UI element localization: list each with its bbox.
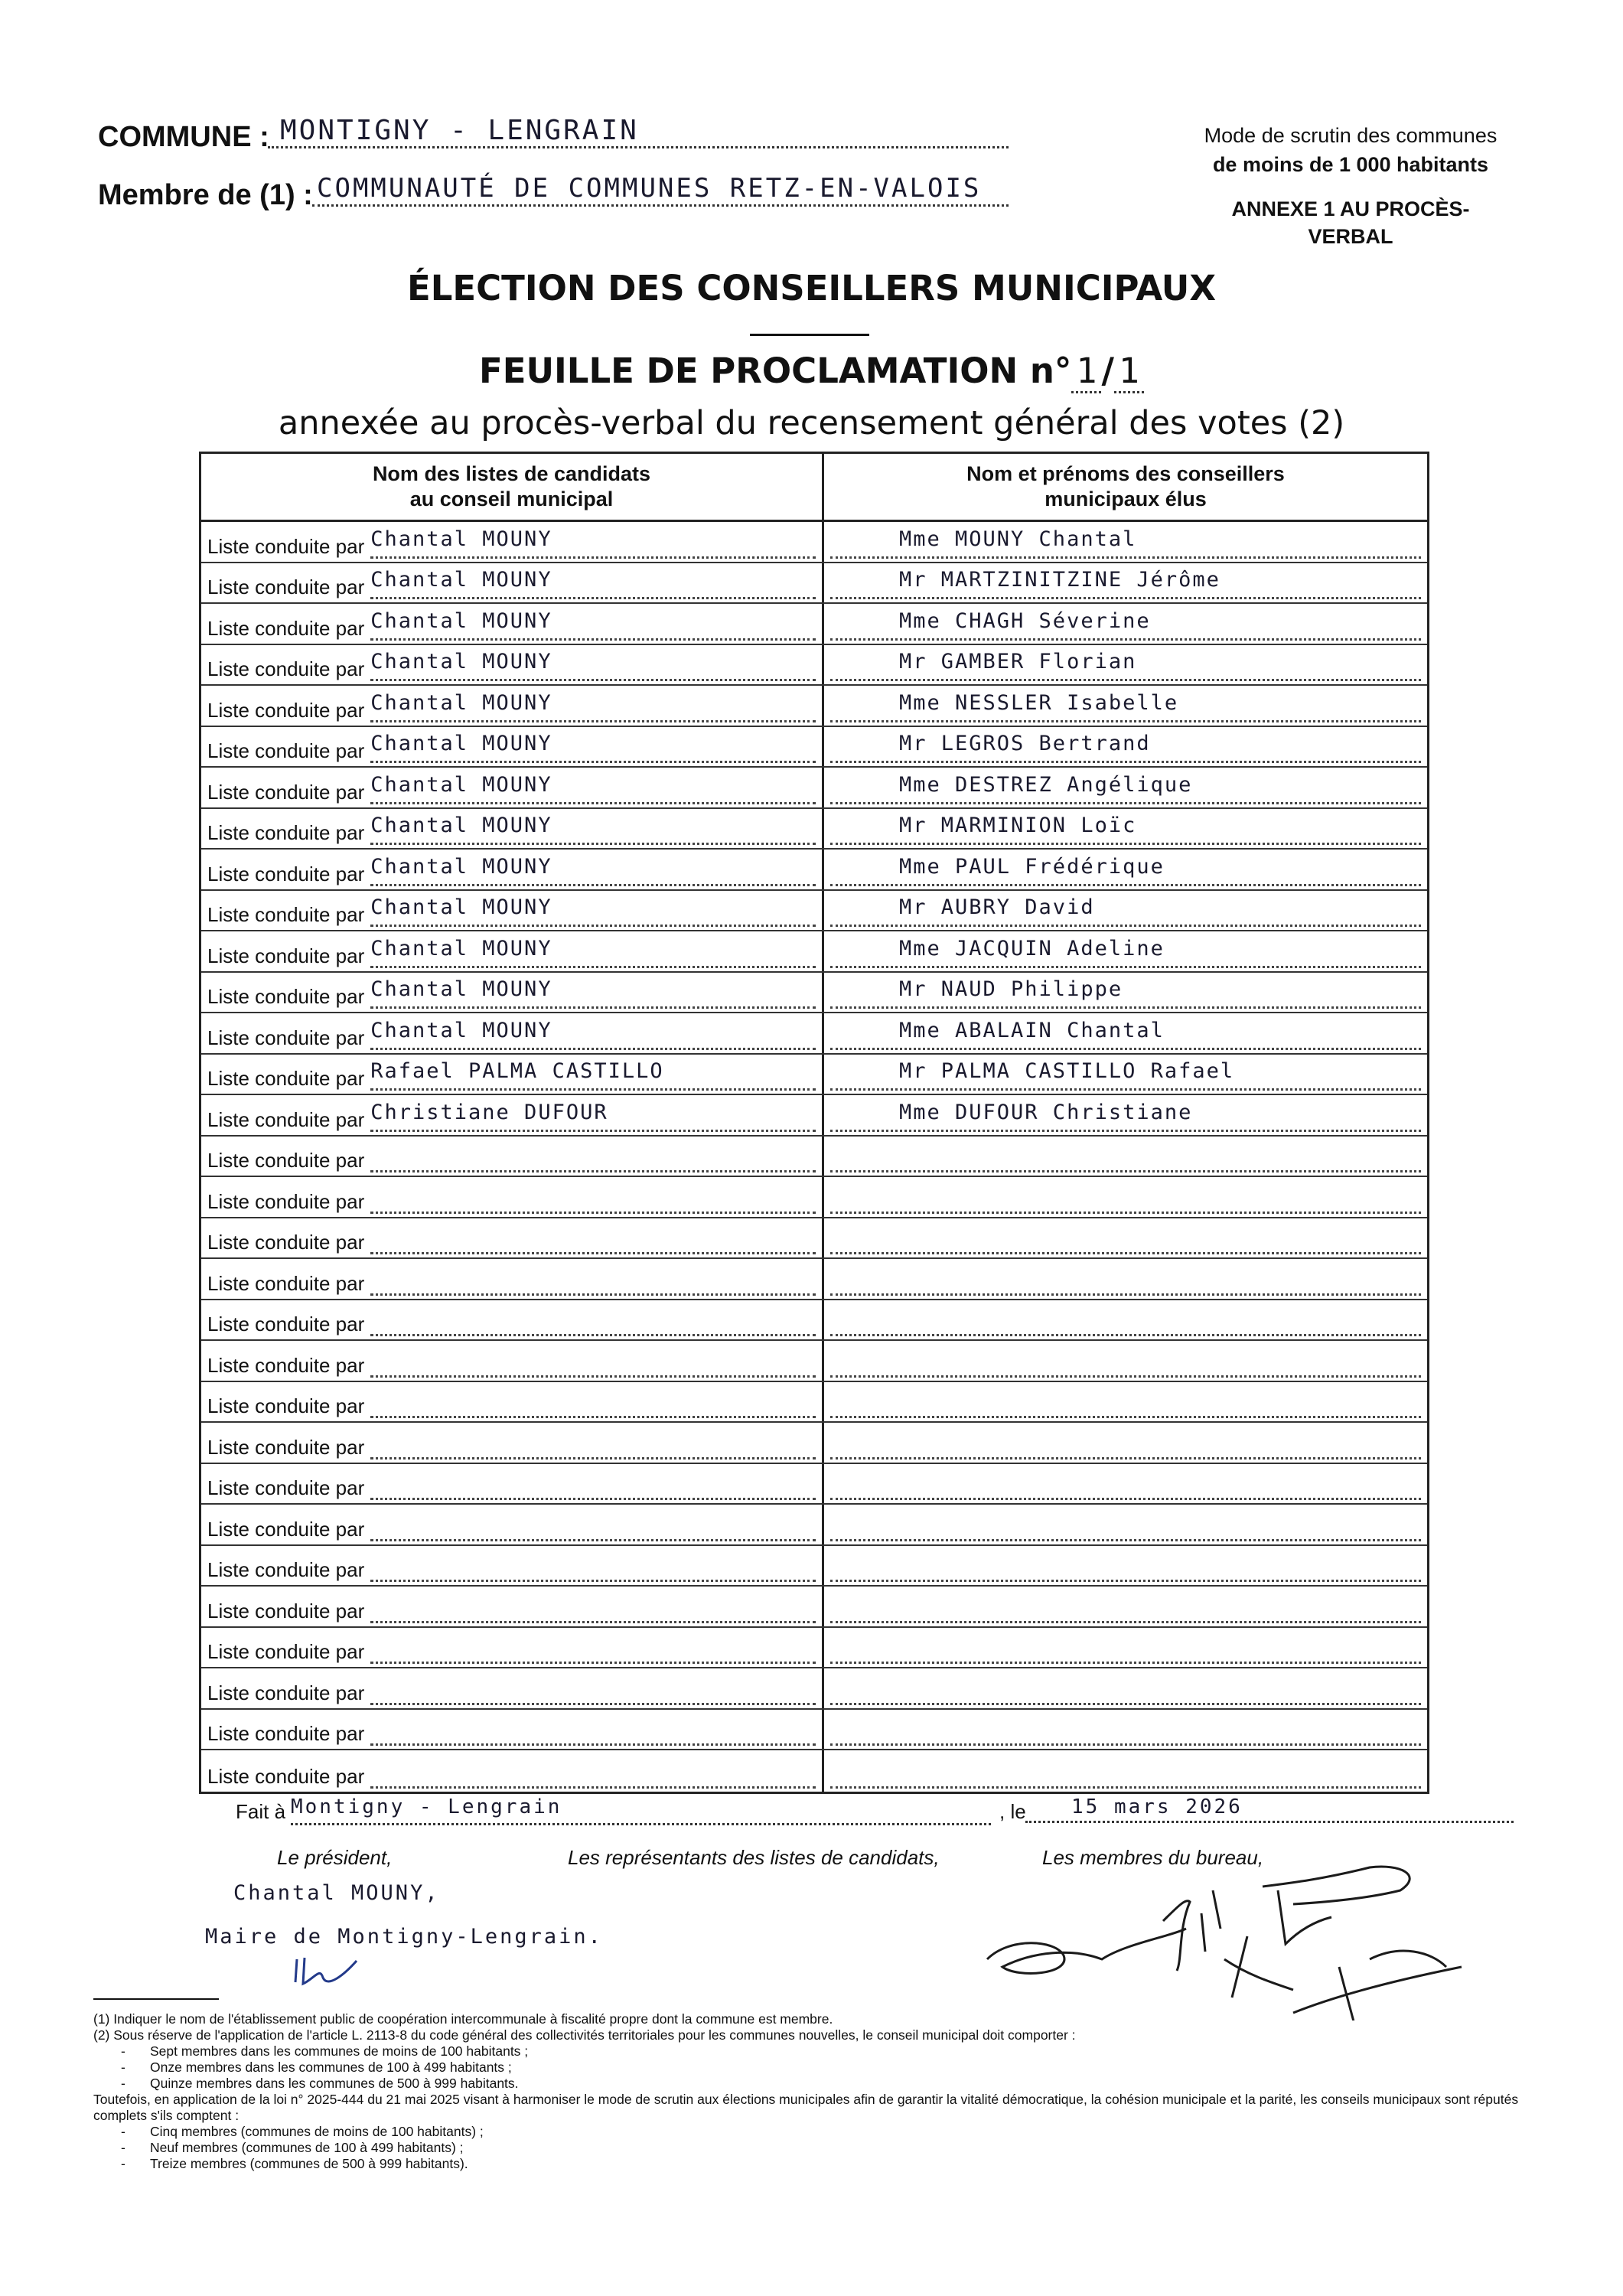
elected-cell (824, 645, 1427, 685)
elected-cell (824, 1218, 1427, 1258)
header-lists-line1: Nom des listes de candidats (372, 462, 651, 485)
list-cell (201, 850, 824, 889)
table-row (201, 768, 1427, 809)
list-cell (201, 1464, 824, 1504)
list-cell (201, 1628, 824, 1668)
list-cell (201, 1218, 824, 1258)
proclamation-title (0, 351, 1623, 391)
proclamation-prefix: FEUILLE DE PROCLAMATION n° (479, 351, 1072, 391)
row-label: Liste conduite par (207, 1599, 365, 1623)
table-row (201, 1259, 1427, 1300)
row-label: Liste conduite par (207, 1681, 365, 1704)
table-row (201, 1546, 1427, 1587)
row-label: Liste conduite par (207, 944, 365, 967)
row-label: Liste conduite par (207, 1394, 365, 1417)
elected-councillor: Mme CHAGH Séverine (830, 609, 1421, 641)
membre-field: COMMUNAUTÉ DE COMMUNES RETZ-EN-VALOIS (312, 173, 1009, 207)
table-row (201, 850, 1427, 891)
annexe-label (1217, 195, 1484, 250)
footnote-toutefois: Toutefois, en application de la loi n° 2025-444 du 21 mai 2025 visant à harmoniser le mode de scrutin aux élections municipales afin de garantir la vitalité démocratique, la cohésion municipale et la parité, les conseils municipaux sont réputés complets s'ils comptent : (93, 2092, 1519, 2123)
list-leader (370, 1264, 816, 1296)
list-cell (201, 563, 824, 603)
elected-councillor (830, 1632, 1421, 1664)
row-label: Liste conduite par (207, 780, 365, 804)
row-label: Liste conduite par (207, 1764, 365, 1788)
footnote-2: (2) Sous réserve de l'application de l'article L. 2113-8 du code général des collectivités territoriales pour les communes nouvelles, le conseil municipal doit comporter : (93, 2027, 1076, 2043)
row-label: Liste conduite par (207, 1231, 365, 1254)
list-cell (201, 1095, 824, 1135)
date-field: 15 mars 2026 (1025, 1795, 1514, 1823)
list-cell (201, 809, 824, 849)
elected-cell (824, 1587, 1427, 1626)
proclamation-table (199, 452, 1429, 1794)
list-leader (370, 1141, 816, 1172)
list-cell (201, 1341, 824, 1381)
row-label: Liste conduite par (207, 985, 365, 1008)
fait-label: Fait à (236, 1800, 286, 1823)
list-cell (201, 1177, 824, 1217)
elected-cell (824, 1055, 1427, 1094)
table-row (201, 1382, 1427, 1424)
list-leader: Chantal MOUNY (370, 855, 816, 886)
footnote-toutefois-item-text: Cinq membres (communes de moins de 100 habitants) ; (150, 2124, 484, 2139)
elected-councillor (830, 1141, 1421, 1172)
table-row (201, 1464, 1427, 1505)
table-row (201, 1013, 1427, 1055)
table-row (201, 1668, 1427, 1710)
list-leader (370, 1223, 816, 1254)
elected-cell (824, 1095, 1427, 1135)
table-row (201, 891, 1427, 932)
footnote-2-item-text: Quinze membres dans les communes de 500 à 999 habitants. (150, 2076, 519, 2091)
elected-councillor (830, 1305, 1421, 1336)
elected-cell (824, 1668, 1427, 1708)
list-leader: Chantal MOUNY (370, 977, 816, 1009)
table-row (201, 1137, 1427, 1178)
table-row (201, 522, 1427, 563)
elected-cell (824, 522, 1427, 562)
elected-cell (824, 768, 1427, 807)
elected-cell (824, 891, 1427, 931)
representants-role: Les représentants des listes de candidats, (568, 1846, 940, 1869)
president-role: Le président, (277, 1846, 393, 1869)
elected-cell (824, 563, 1427, 603)
elected-councillor (830, 1387, 1421, 1418)
elected-cell (824, 1382, 1427, 1422)
table-row (201, 1628, 1427, 1669)
table-row (201, 1750, 1427, 1792)
list-leader (370, 1469, 816, 1500)
sheet-separator: / (1101, 351, 1114, 391)
elected-councillor: Mr AUBRY David (830, 895, 1421, 927)
row-label: Liste conduite par (207, 903, 365, 926)
table-row (201, 1505, 1427, 1546)
elected-cell (824, 1546, 1427, 1586)
footnotes (93, 2011, 1532, 2172)
footnote-divider (93, 1998, 219, 2000)
footnote-toutefois-item-text: Neuf membres (communes de 100 à 499 habitants) ; (150, 2140, 464, 2155)
table-row (201, 1055, 1427, 1096)
row-label: Liste conduite par (207, 862, 365, 885)
elected-councillor (830, 1714, 1421, 1746)
list-cell (201, 1423, 824, 1463)
elected-councillor (830, 1592, 1421, 1623)
row-label: Liste conduite par (207, 1189, 365, 1213)
elected-cell (824, 1341, 1427, 1381)
footnote-2-item-text: Sept membres dans les communes de moins de 100 habitants ; (150, 2043, 529, 2059)
list-leader: Chantal MOUNY (370, 1019, 816, 1050)
proclamation-subtitle: annexée au procès-verbal du recensement général des votes (2) (278, 404, 1345, 442)
elected-cell (824, 1137, 1427, 1176)
footnote-2-item: - Sept membres dans les communes de moins de 100 habitants ; (121, 2043, 529, 2059)
footnote-toutefois-item-text: Treize membres (communes de 500 à 999 habitants). (150, 2156, 468, 2171)
header-elected-line2: municipaux élus (1045, 488, 1207, 510)
elected-cell (824, 1177, 1427, 1217)
footnote-2-item: - Quinze membres dans les communes de 500 à 999 habitants. (121, 2076, 519, 2091)
sheet-total: 1 (1114, 351, 1144, 393)
list-leader: Christiane DUFOUR (370, 1101, 816, 1132)
list-leader (370, 1632, 816, 1664)
elected-cell (824, 1750, 1427, 1792)
list-leader (370, 1714, 816, 1746)
row-label: Liste conduite par (207, 1353, 365, 1377)
list-leader (370, 1551, 816, 1582)
elected-cell (824, 809, 1427, 849)
list-cell (201, 1750, 824, 1792)
list-cell (201, 1382, 824, 1422)
list-leader (370, 1592, 816, 1623)
table-row (201, 727, 1427, 768)
row-label: Liste conduite par (207, 1149, 365, 1172)
footnote-2-item-text: Onze membres dans les communes de 100 à 499 habitants ; (150, 2060, 512, 2075)
commune-label: COMMUNE : (98, 121, 269, 153)
row-label: Liste conduite par (207, 1313, 365, 1336)
row-label: Liste conduite par (207, 1722, 365, 1745)
elected-councillor: Mme DUFOUR Christiane (830, 1101, 1421, 1132)
list-cell (201, 973, 824, 1013)
list-cell (201, 645, 824, 685)
list-leader (370, 1346, 816, 1378)
table-row (201, 1300, 1427, 1342)
fait-place-field: Montigny - Lengrain (291, 1795, 991, 1825)
list-leader: Chantal MOUNY (370, 527, 816, 559)
elected-councillor (830, 1551, 1421, 1582)
table-row (201, 563, 1427, 605)
table-row (201, 1341, 1427, 1382)
row-label: Liste conduite par (207, 1026, 365, 1049)
list-cell (201, 1259, 824, 1299)
table-header (201, 454, 1427, 522)
row-label: Liste conduite par (207, 657, 365, 680)
row-label: Liste conduite par (207, 1558, 365, 1581)
footnote-2-item: - Onze membres dans les communes de 100 à 499 habitants ; (121, 2060, 512, 2075)
table-row (201, 1218, 1427, 1260)
list-cell (201, 1587, 824, 1626)
list-cell (201, 1546, 824, 1586)
elected-councillor: Mme DESTREZ Angélique (830, 773, 1421, 804)
election-title: ÉLECTION DES CONSEILLERS MUNICIPAUX (406, 268, 1217, 308)
list-cell (201, 1505, 824, 1544)
elected-councillor (830, 1469, 1421, 1500)
sheet-number: 1 (1071, 351, 1101, 393)
list-cell (201, 768, 824, 807)
footnote-1: (1) Indiquer le nom de l'établissement public de coopération intercommunale à fiscalité propre dont la commune est membre. (93, 2011, 833, 2027)
elected-councillor: Mme ABALAIN Chantal (830, 1019, 1421, 1050)
list-leader: Chantal MOUNY (370, 937, 816, 968)
date-label: , le (999, 1800, 1026, 1823)
elected-cell (824, 1300, 1427, 1340)
table-body (201, 522, 1427, 1792)
list-leader: Chantal MOUNY (370, 773, 816, 804)
elected-councillor: Mr PALMA CASTILLO Rafael (830, 1059, 1421, 1091)
elected-cell (824, 604, 1427, 644)
elected-cell (824, 1464, 1427, 1504)
elected-cell (824, 850, 1427, 889)
list-cell (201, 1055, 824, 1094)
row-label: Liste conduite par (207, 1435, 365, 1459)
row-label: Liste conduite par (207, 1476, 365, 1499)
header-lists-line2: au conseil municipal (409, 488, 614, 510)
list-leader: Chantal MOUNY (370, 732, 816, 763)
list-leader (370, 1674, 816, 1705)
list-cell (201, 891, 824, 931)
scrutin-mode-box (1171, 121, 1530, 179)
row-label: Liste conduite par (207, 821, 365, 844)
header-elected-line1: Nom et prénoms des conseillers (966, 462, 1285, 485)
row-label: Liste conduite par (207, 534, 365, 558)
elected-councillor (830, 1757, 1421, 1789)
commune-field: MONTIGNY - LENGRAIN (268, 115, 1009, 148)
list-leader: Chantal MOUNY (370, 650, 816, 681)
row-label: Liste conduite par (207, 698, 365, 722)
elected-councillor (830, 1346, 1421, 1378)
header-elected (824, 454, 1427, 520)
elected-cell (824, 1423, 1427, 1463)
table-row (201, 1423, 1427, 1464)
footnote-toutefois-item: - Treize membres (communes de 500 à 999 habitants). (121, 2156, 468, 2171)
table-row (201, 1587, 1427, 1628)
list-leader (370, 1182, 816, 1214)
list-cell (201, 604, 824, 644)
elected-councillor (830, 1182, 1421, 1214)
row-label: Liste conduite par (207, 1271, 365, 1295)
list-cell (201, 1013, 824, 1053)
list-cell (201, 931, 824, 971)
table-row (201, 809, 1427, 850)
row-label: Liste conduite par (207, 1640, 365, 1663)
annexe-line2: VERBAL (1308, 225, 1393, 248)
row-label: Liste conduite par (207, 616, 365, 640)
row-label: Liste conduite par (207, 1067, 365, 1090)
list-cell (201, 1300, 824, 1340)
row-label: Liste conduite par (207, 1517, 365, 1541)
list-leader (370, 1510, 816, 1541)
list-leader (370, 1387, 816, 1418)
table-row (201, 1177, 1427, 1218)
title-divider (750, 334, 869, 336)
elected-councillor: Mr LEGROS Bertrand (830, 732, 1421, 763)
list-leader (370, 1757, 816, 1789)
elected-cell (824, 1259, 1427, 1299)
list-leader: Chantal MOUNY (370, 691, 816, 722)
annexe-line1: ANNEXE 1 AU PROCÈS- (1231, 197, 1470, 220)
elected-cell (824, 727, 1427, 767)
list-leader: Chantal MOUNY (370, 568, 816, 599)
row-label: Liste conduite par (207, 576, 365, 598)
scrutin-mode-line1: Mode de scrutin des communes (1204, 124, 1498, 147)
bureau-members-role: Les membres du bureau, (1042, 1846, 1264, 1869)
footnote-toutefois-item: - Cinq membres (communes de moins de 100 habitants) ; (121, 2124, 484, 2139)
elected-cell (824, 931, 1427, 971)
elected-councillor (830, 1674, 1421, 1705)
elected-councillor: Mr MARTZINITZINE Jérôme (830, 568, 1421, 599)
elected-councillor: Mme MOUNY Chantal (830, 527, 1421, 559)
table-row (201, 604, 1427, 645)
list-cell (201, 1137, 824, 1176)
list-leader: Chantal MOUNY (370, 814, 816, 845)
table-row (201, 645, 1427, 687)
elected-cell (824, 973, 1427, 1013)
elected-councillor: Mr GAMBER Florian (830, 650, 1421, 681)
scrutin-mode-line2: de moins de 1 000 habitants (1212, 153, 1489, 176)
elected-councillor (830, 1223, 1421, 1254)
elected-councillor (830, 1510, 1421, 1541)
president-name: Chantal MOUNY, (233, 1881, 440, 1905)
elected-councillor: Mme NESSLER Isabelle (830, 691, 1421, 722)
elected-cell (824, 1710, 1427, 1750)
table-row (201, 1710, 1427, 1751)
president-signature (283, 1944, 375, 2005)
elected-councillor (830, 1428, 1421, 1459)
table-row (201, 931, 1427, 973)
elected-cell (824, 1505, 1427, 1544)
list-leader: Chantal MOUNY (370, 609, 816, 641)
president-title: Maire de Montigny-Lengrain. (205, 1925, 603, 1949)
table-row (201, 973, 1427, 1014)
list-leader: Chantal MOUNY (370, 895, 816, 927)
membre-label: Membre de (1) : (98, 179, 313, 211)
list-leader: Rafael PALMA CASTILLO (370, 1059, 816, 1091)
footnote-toutefois-item: - Neuf membres (communes de 100 à 499 habitants) ; (121, 2140, 464, 2155)
elected-councillor: Mme JACQUIN Adeline (830, 937, 1421, 968)
list-leader (370, 1428, 816, 1459)
elected-cell (824, 686, 1427, 726)
list-leader (370, 1305, 816, 1336)
list-cell (201, 686, 824, 726)
list-cell (201, 1710, 824, 1750)
table-row (201, 1095, 1427, 1137)
elected-councillor: Mr NAUD Philippe (830, 977, 1421, 1009)
list-cell (201, 727, 824, 767)
elected-councillor: Mme PAUL Frédérique (830, 855, 1421, 886)
header-lists (201, 454, 824, 520)
elected-cell (824, 1628, 1427, 1668)
row-label: Liste conduite par (207, 739, 365, 762)
bureau-signatures (972, 1844, 1477, 2020)
elected-cell (824, 1013, 1427, 1053)
list-cell (201, 522, 824, 562)
table-row (201, 686, 1427, 727)
row-label: Liste conduite par (207, 1107, 365, 1131)
elected-councillor: Mr MARMINION Loïc (830, 814, 1421, 845)
list-cell (201, 1668, 824, 1708)
elected-councillor (830, 1264, 1421, 1296)
